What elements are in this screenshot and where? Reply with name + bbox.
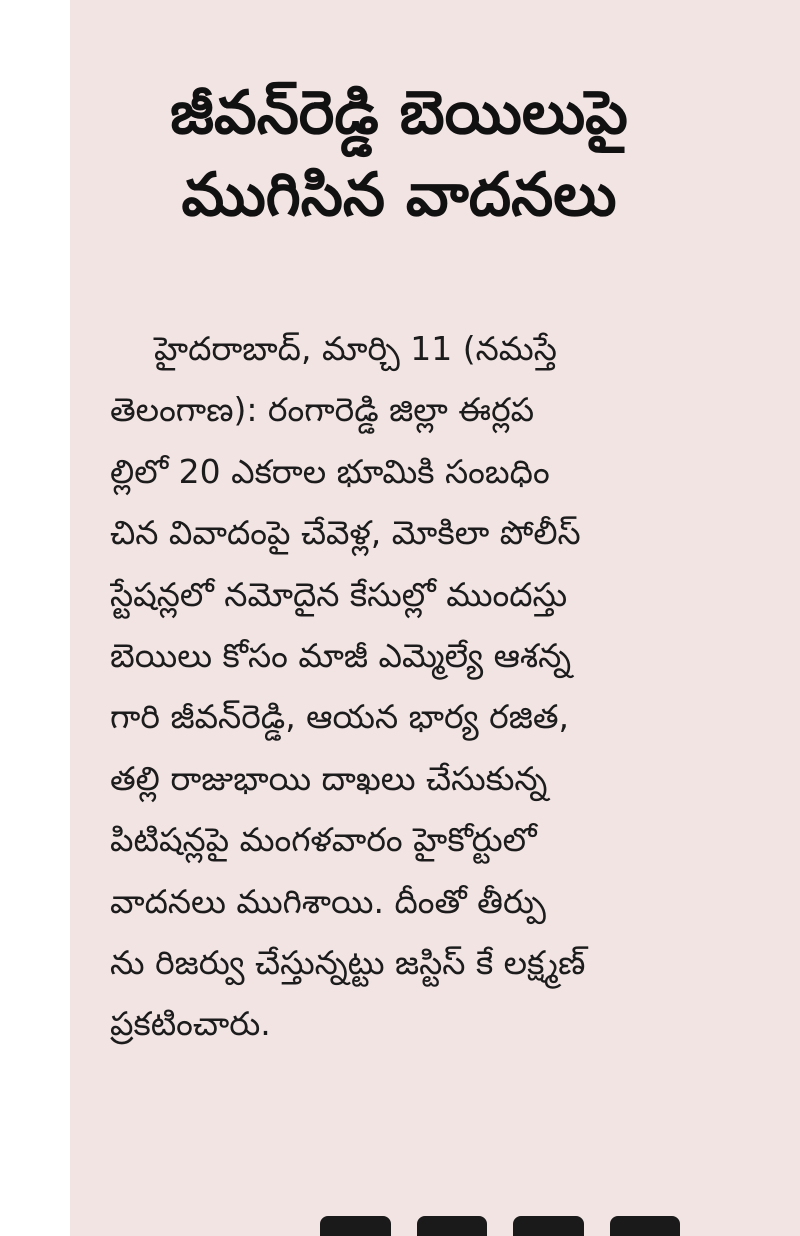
body-line: వాదనలు ముగిశాయి. దీంతో తీర్పు	[110, 881, 546, 921]
body-line: తల్లి రాజుభాయి దాఖలు చేసుకున్న	[110, 758, 548, 798]
body-line: పిటిషన్లపై మంగళవారం హైకోర్టులో	[110, 820, 537, 860]
body-line: గారి జీవన్‌రెడ్డి, ఆయన భార్య రజిత,	[110, 697, 570, 737]
headline-line-2: ముగిసిన వాదనలు	[181, 160, 617, 230]
page-margin	[0, 0, 70, 1236]
body-line: బెయిలు కోసం మాజీ ఎమ్మెల్యే ఆశన్న	[110, 636, 572, 676]
body-line: ను రిజర్వు చేస్తున్నట్టు జస్టిస్ కే లక్ష్మణ్	[110, 943, 586, 983]
body-line: చిన వివాదంపై చేవెళ్ల, మోకిలా పోలీస్	[110, 513, 581, 553]
next-article-fragment	[320, 1216, 680, 1236]
previous-article-fragment	[210, 0, 710, 8]
headline-line-1: జీవన్‌రెడ్డి బెయిలుపై	[170, 78, 628, 148]
article-body	[110, 318, 786, 1055]
body-line: ల్లిలో 20 ఎకరాల భూమికి సంబధిం	[110, 451, 550, 491]
body-line: స్టేషన్లలో నమోదైన కేసుల్లో ముందస్తు	[110, 574, 568, 614]
body-line: హైదరాబాద్, మార్చి 11 (నమస్తే	[154, 329, 557, 368]
body-line: తెలంగాణ): రంగారెడ్డి జిల్లా ఈర్లప	[110, 390, 535, 430]
body-line: ప్రకటించారు.	[110, 1004, 271, 1044]
article-headline	[84, 72, 714, 236]
